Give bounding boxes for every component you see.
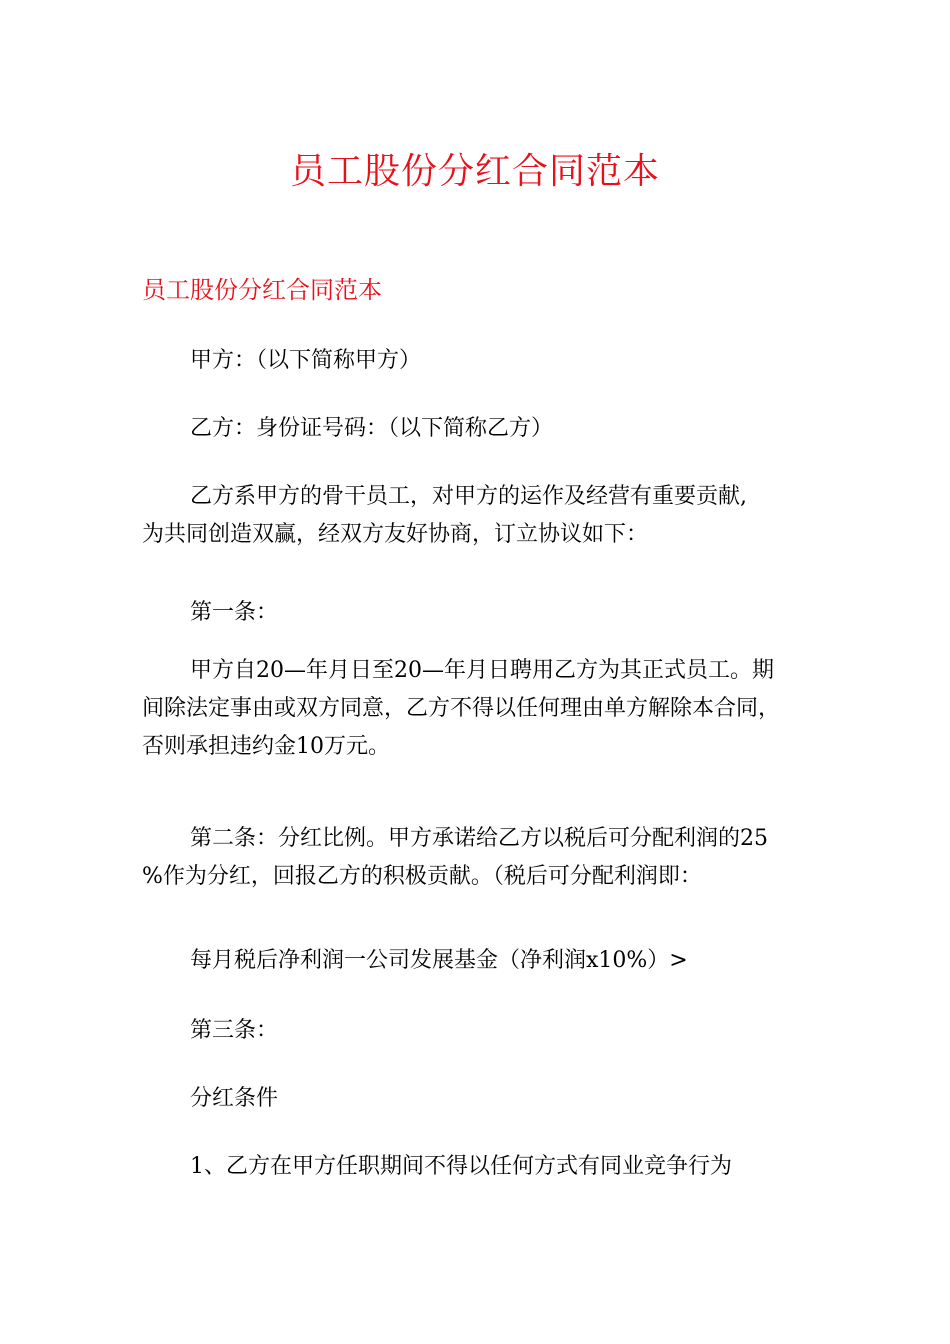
article-1-heading: 第一条： xyxy=(190,600,279,625)
article-1-line-2: 间除法定事由或双方同意，乙方不得以任何理由单方解除本合同， xyxy=(142,696,781,721)
party-a-paragraph: 甲方：（以下简称甲方） xyxy=(190,348,422,373)
intro-paragraph xyxy=(142,478,812,554)
intro-line-2: 为共同创造双赢，经双方友好协商，订立协议如下： xyxy=(142,522,649,547)
formula-paragraph: 每月税后净利润一公司发展基金（净利润x10%）> xyxy=(190,948,688,973)
page-title: 员工股份分红合同范本 xyxy=(289,151,660,192)
condition-1-paragraph: 1、乙方在甲方任职期间不得以任何方式有同业竞争行为 xyxy=(190,1154,732,1179)
article-2-line-1: 第二条：分红比例。甲方承诺给乙方以税后可分配利润的25 xyxy=(190,826,768,851)
article-2-line-2: %作为分红，回报乙方的积极贡献。（税后可分配利润即： xyxy=(142,864,702,889)
article-2-body xyxy=(142,820,812,896)
article-1-body xyxy=(142,652,812,766)
article-3-heading: 第三条： xyxy=(190,1018,279,1043)
section-heading: 员工股份分红合同范本 xyxy=(142,276,382,304)
dividend-conditions-heading: 分红条件 xyxy=(190,1086,279,1111)
intro-line-1: 乙方系甲方的骨干员工，对甲方的运作及经营有重要贡献, xyxy=(190,484,747,509)
article-1-line-1: 甲方自20—年月日至20—年月日聘用乙方为其正式员工。期 xyxy=(190,658,774,683)
party-b-paragraph: 乙方：身份证号码：（以下简称乙方） xyxy=(190,416,554,441)
article-1-line-3: 否则承担违约金10万元。 xyxy=(142,734,390,759)
